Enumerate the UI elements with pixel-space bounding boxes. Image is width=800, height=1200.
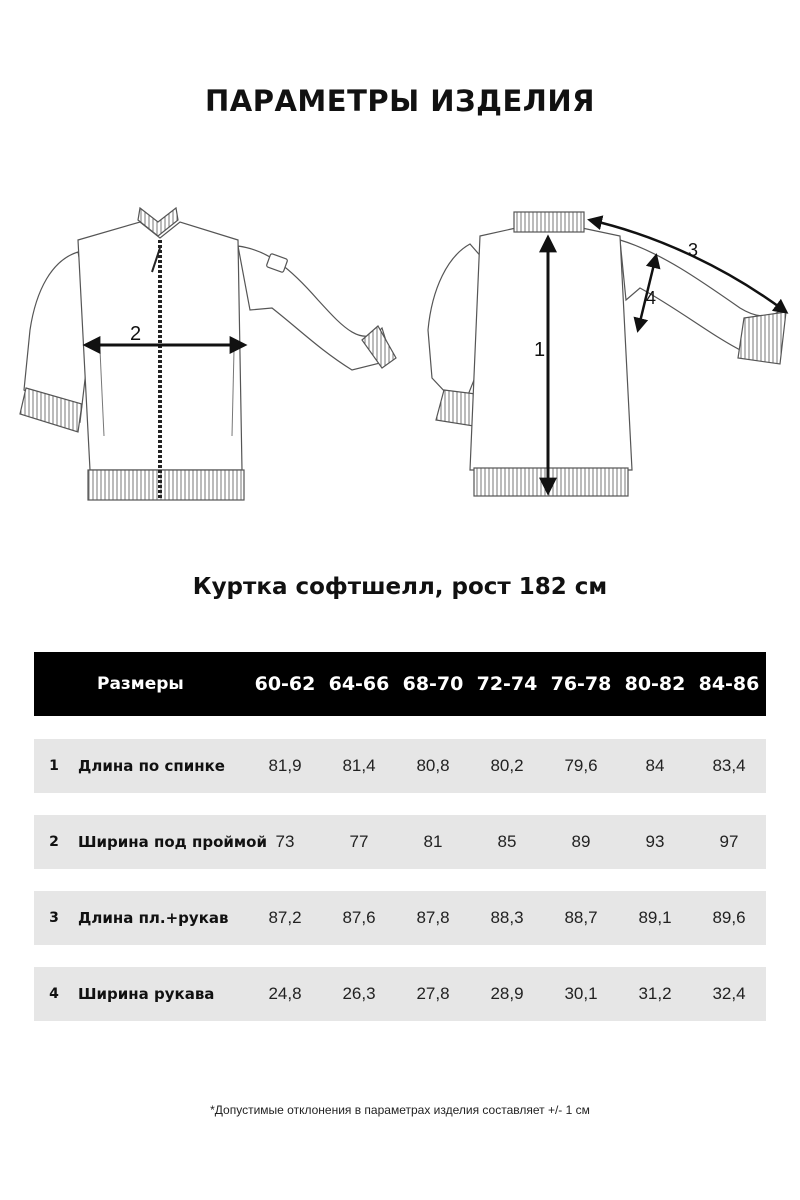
row-number: 3 xyxy=(49,910,59,926)
size-table-header xyxy=(34,652,766,716)
row-value: 84 xyxy=(645,756,665,775)
row-value: 97 xyxy=(719,832,739,851)
row-number: 1 xyxy=(49,758,59,774)
table-row xyxy=(34,739,766,793)
measure-label-4: 4 xyxy=(646,288,657,308)
table-row xyxy=(34,891,766,945)
table-row xyxy=(34,815,766,869)
measure-label-2: 2 xyxy=(130,323,142,345)
row-value: 30,1 xyxy=(564,984,598,1003)
front-right-sleeve xyxy=(238,246,392,370)
row-value: 27,8 xyxy=(416,984,450,1003)
row-value: 77 xyxy=(349,832,369,851)
jacket-back-view xyxy=(428,212,786,496)
header-size: 84-86 xyxy=(698,673,760,695)
header-size: 68-70 xyxy=(402,673,464,695)
row-value: 87,6 xyxy=(342,908,376,927)
header-size: 72-74 xyxy=(476,673,538,695)
row-value: 80,8 xyxy=(416,756,450,775)
row-value: 89,6 xyxy=(712,908,746,927)
row-value: 31,2 xyxy=(638,984,672,1003)
back-waistband xyxy=(474,468,628,496)
header-size: 64-66 xyxy=(328,673,390,695)
row-label: Длина по спинке xyxy=(78,757,225,775)
product-subtitle: Куртка софтшелл, рост 182 см xyxy=(192,574,608,600)
row-value: 79,6 xyxy=(564,756,598,775)
back-collar xyxy=(514,212,584,232)
row-label: Ширина рукава xyxy=(78,985,215,1003)
row-value: 80,2 xyxy=(490,756,524,775)
row-value: 87,2 xyxy=(268,908,302,927)
row-value: 93 xyxy=(645,832,665,851)
table-row xyxy=(34,967,766,1021)
row-label: Длина пл.+рукав xyxy=(78,909,229,927)
row-value: 73 xyxy=(275,832,295,851)
tolerance-footnote: *Допустимые отклонения в параметрах изделия составляет +/- 1 см xyxy=(210,1103,590,1117)
header-size: 80-82 xyxy=(624,673,686,695)
back-right-cuff xyxy=(738,312,786,364)
row-value: 28,9 xyxy=(490,984,524,1003)
row-value: 89,1 xyxy=(638,908,672,927)
measure-label-1: 1 xyxy=(534,339,546,361)
row-value: 81,4 xyxy=(342,756,376,775)
header-size: 60-62 xyxy=(254,673,316,695)
header-size: 76-78 xyxy=(550,673,612,695)
row-value: 26,3 xyxy=(342,984,376,1003)
row-value: 81 xyxy=(423,832,443,851)
row-value: 32,4 xyxy=(712,984,746,1003)
measure-label-3: 3 xyxy=(688,240,699,260)
jacket-diagram xyxy=(0,200,800,510)
row-value: 81,9 xyxy=(268,756,302,775)
front-waistband xyxy=(88,470,244,500)
jacket-front-view xyxy=(20,208,396,500)
row-value: 83,4 xyxy=(712,756,746,775)
row-value: 24,8 xyxy=(268,984,302,1003)
row-value: 88,3 xyxy=(490,908,524,927)
page-title: ПАРАМЕТРЫ ИЗДЕЛИЯ xyxy=(205,84,595,118)
row-value: 85 xyxy=(497,832,517,851)
row-number: 4 xyxy=(49,986,59,1002)
row-value: 88,7 xyxy=(564,908,598,927)
row-number: 2 xyxy=(49,834,59,850)
row-value: 87,8 xyxy=(416,908,450,927)
row-value: 89 xyxy=(571,832,591,851)
row-label: Ширина под проймой xyxy=(78,833,267,851)
back-body xyxy=(470,228,632,470)
header-label: Размеры xyxy=(97,674,184,694)
